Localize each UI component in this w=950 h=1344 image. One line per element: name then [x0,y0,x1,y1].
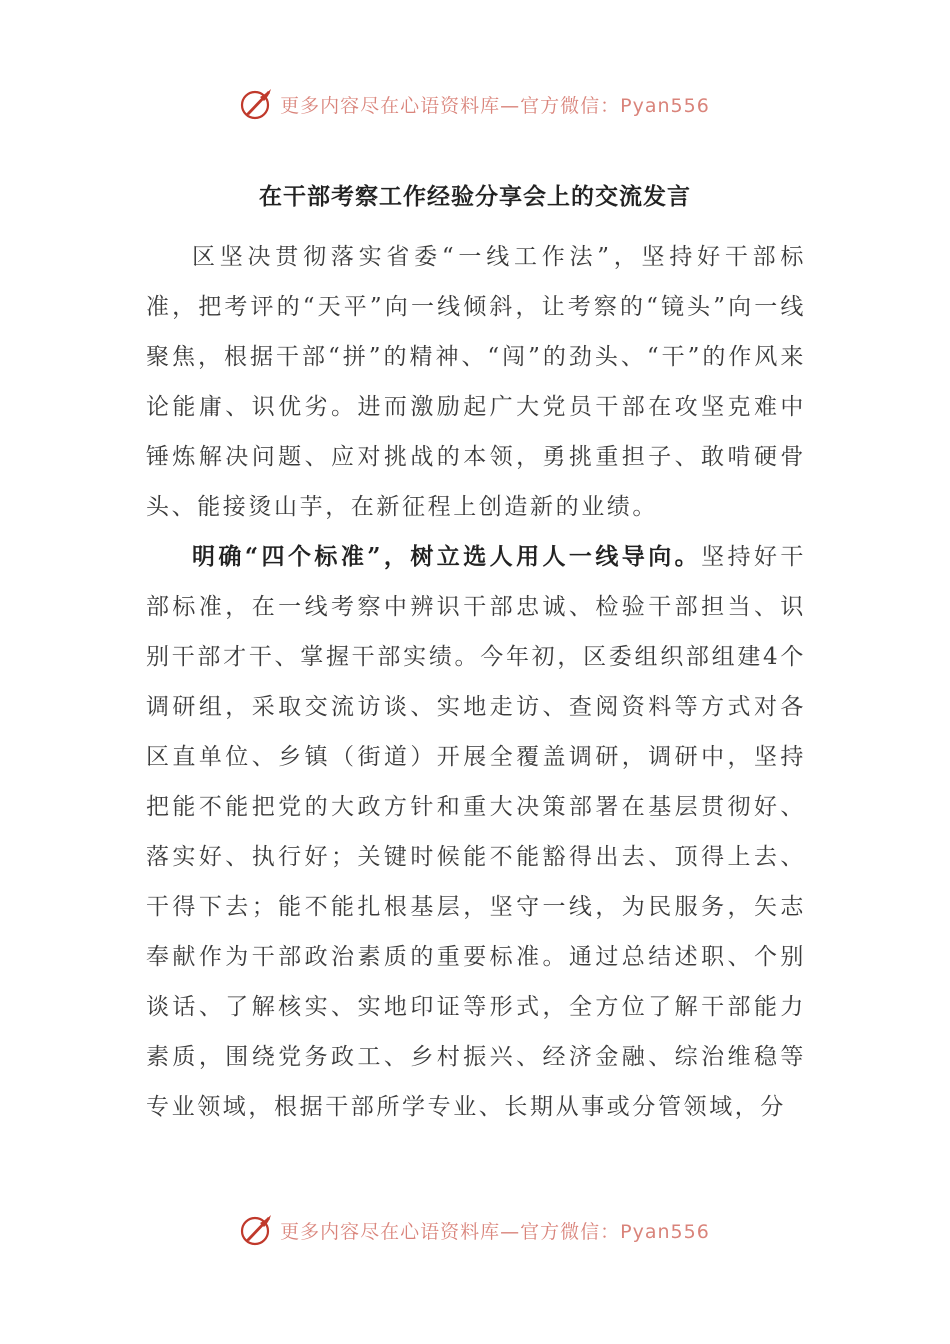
document-title: 在干部考察工作经验分享会上的交流发言 [259,184,691,210]
paragraph-text: 区坚决贯彻落实省委“一线工作法”，坚持好干部标准，把考评的“天平”向一线倾斜，让考察的“镜头”向一线聚焦，根据干部“拼”的精神、“闯”的劲头、“干”的作风来论能庸、识优劣。进而激励起广大党员干部在攻坚克难中锤炼解决问题、应对挑战的本领，勇挑重担子、敢啃硬骨头、能接烫山芋，在新征程上创造新的业绩。 [146,244,806,520]
paragraph [146,232,806,532]
header-banner [0,84,950,124]
header-banner-text: 更多内容尽在心语资料库—官方微信：Pyan556 [280,94,710,117]
paragraph [146,532,806,1132]
paragraph-lead: 明确“四个标准”，树立选人用人一线导向。 [192,543,702,570]
paragraph-text: 坚持好干部标准，在一线考察中辨识干部忠诚、检验干部担当、识别干部才干、掌握干部实绩。今年初，区委组织部组建4个调研组，采取交流访谈、实地走访、查阅资料等方式对各区直单位、乡镇（街道）开展全覆盖调研，调研中，坚持把能不能把党的大政方针和重大决策部署在基层贯彻好、落实好、执行好；关键时候能不能豁得出去、顶得上去、干得下去；能不能扎根基层，坚守一线，为民服务，矢志奉献作为干部政治素质的重要标准。通过总结述职、个别谈话、了解核实、实地印证等形式，全方位了解干部能力素质，围绕党务政工、乡村振兴、经济金融、综治维稳等专业领域，根据干部所学专业、长期从事或分管领域，分 [146,544,806,1120]
footer-banner [0,1210,950,1250]
quill-pen-logo-icon [240,1213,274,1247]
footer-banner-text: 更多内容尽在心语资料库—官方微信：Pyan556 [280,1220,710,1243]
quill-pen-logo-icon [240,87,274,121]
document-body [146,232,806,1132]
